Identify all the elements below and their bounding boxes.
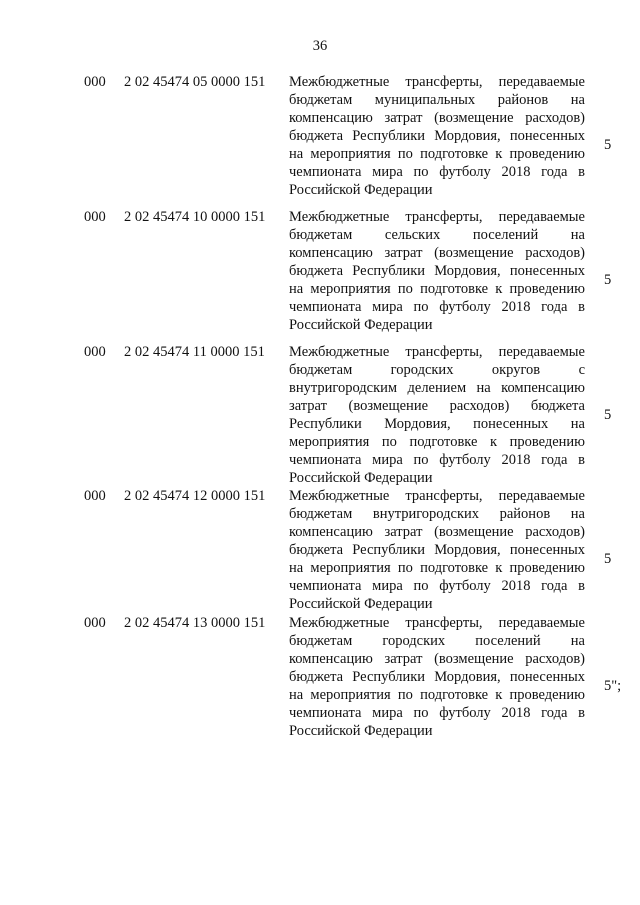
description-word: мероприятия [310, 281, 391, 297]
description-line [289, 487, 585, 505]
description-line [289, 343, 585, 361]
description-word: года [541, 299, 568, 315]
description-line [289, 595, 585, 613]
description-word: мира [372, 578, 403, 594]
budget-classification-code: 2 02 45474 11 0000 151 [124, 344, 265, 360]
description-word: по [413, 164, 429, 180]
description-word: мира [372, 705, 403, 721]
description-line [289, 505, 585, 523]
description-word: Российской Федерации [289, 182, 433, 198]
description-word: мира [372, 452, 403, 468]
description-word: поселений [472, 227, 539, 243]
description-word: к [495, 146, 503, 162]
description-word: поселений [475, 633, 541, 649]
admin-code: 000 [84, 488, 106, 504]
description-word: Мордовия, [434, 128, 501, 144]
description-word: сельских [384, 227, 441, 243]
description-word: (возмещение [434, 245, 514, 261]
description-word: затрат [384, 245, 423, 261]
amount-value: 5 [604, 551, 612, 567]
description-word: бюджетам [289, 506, 353, 522]
description-word: понесенных [509, 669, 585, 685]
description-word: Российской Федерации [289, 596, 433, 612]
description-word: (возмещение [434, 524, 514, 540]
admin-code: 000 [84, 209, 106, 225]
description-word: Республики [352, 263, 426, 279]
amount-value: 5 [604, 137, 612, 153]
description-word: футболу [439, 164, 491, 180]
description-word: на [570, 92, 585, 108]
description-word: понесенных [509, 542, 585, 558]
description-line [289, 91, 585, 109]
description-line [289, 208, 585, 226]
description-word: к [495, 281, 503, 297]
description-word: компенсацию [501, 380, 585, 396]
description-word: мероприятия [310, 560, 391, 576]
admin-code: 000 [84, 74, 106, 90]
description-word: Мордовия, [434, 669, 501, 685]
description-line [289, 541, 585, 559]
description-line [289, 280, 585, 298]
description-word: мероприятия [289, 434, 370, 450]
description-line [289, 668, 585, 686]
description-word: трансферты, [405, 344, 483, 360]
description-word: по [397, 281, 413, 297]
description-word: бюджетам [289, 92, 353, 108]
description-word: проведению [509, 687, 585, 703]
description-word: делением [407, 380, 467, 396]
description-word: по [413, 705, 429, 721]
description-word: (возмещение [434, 651, 514, 667]
transfer-description [289, 343, 585, 487]
description-word: к [495, 560, 503, 576]
description-word: бюджета [530, 398, 585, 414]
budget-classification-code: 2 02 45474 05 0000 151 [124, 74, 266, 90]
description-word: на [289, 146, 304, 162]
description-word: внутригородских [372, 506, 480, 522]
description-word: трансферты, [405, 74, 483, 90]
description-word: передаваемые [498, 209, 585, 225]
transfer-description [289, 208, 585, 334]
description-line [289, 433, 585, 451]
budget-classification-code: 2 02 45474 10 0000 151 [124, 209, 266, 225]
description-line [289, 316, 585, 334]
description-word: расходов) [525, 110, 585, 126]
description-word: бюджета [289, 263, 344, 279]
description-word: Мордовия, [434, 263, 501, 279]
description-word: затрат [384, 524, 423, 540]
admin-code: 000 [84, 615, 106, 631]
description-word: трансферты, [405, 209, 483, 225]
description-word: чемпионата [289, 452, 362, 468]
description-line [289, 244, 585, 262]
description-line [289, 109, 585, 127]
description-word: по [413, 299, 429, 315]
amount-value: 5 [604, 407, 612, 423]
admin-code: 000 [84, 344, 106, 360]
budget-classification-code: 2 02 45474 12 0000 151 [124, 488, 266, 504]
description-word: (возмещение [434, 110, 514, 126]
description-word: проведению [509, 560, 585, 576]
description-line [289, 226, 585, 244]
description-line [289, 559, 585, 577]
description-word: городских [382, 633, 446, 649]
description-word: по [397, 687, 413, 703]
description-word: к [489, 434, 498, 450]
description-line [289, 650, 585, 668]
description-line [289, 523, 585, 541]
description-word: в [578, 164, 585, 180]
description-word: Российской Федерации [289, 723, 433, 739]
description-word: районов [497, 92, 549, 108]
description-word: затрат [289, 398, 327, 414]
description-word: 2018 [501, 452, 531, 468]
description-word: в [578, 705, 585, 721]
description-line [289, 686, 585, 704]
description-word: мероприятия [310, 687, 391, 703]
description-word: по [397, 560, 413, 576]
description-word: передаваемые [498, 74, 585, 90]
description-line [289, 361, 585, 379]
page-number: 36 [312, 38, 328, 54]
description-word: 2018 [501, 164, 531, 180]
transfer-description [289, 487, 585, 613]
description-line [289, 469, 585, 487]
description-word: в [578, 578, 585, 594]
description-line [289, 415, 585, 433]
description-word: мероприятия [310, 146, 391, 162]
description-word: бюджетам [289, 633, 353, 649]
description-word: футболу [439, 705, 491, 721]
description-word: понесенных [473, 416, 549, 432]
description-word: затрат [384, 110, 423, 126]
description-word: Республики [352, 128, 426, 144]
description-word: на [570, 633, 585, 649]
description-word: по [413, 578, 429, 594]
description-word: Российской Федерации [289, 317, 433, 333]
description-word: года [541, 452, 568, 468]
description-word: трансферты, [405, 488, 483, 504]
description-word: футболу [439, 578, 491, 594]
description-word: Республики [289, 416, 362, 432]
description-word: на [476, 380, 491, 396]
description-word: Межбюджетные [289, 615, 390, 631]
description-word: внутригородским [289, 380, 398, 396]
description-word: трансферты, [405, 615, 483, 631]
description-line [289, 145, 585, 163]
description-word: Межбюджетные [289, 209, 390, 225]
description-word: Межбюджетные [289, 488, 390, 504]
description-word: расходов) [525, 524, 585, 540]
description-word: подготовке [420, 687, 489, 703]
description-word: бюджетам [289, 227, 353, 243]
description-word: компенсацию [289, 651, 373, 667]
description-word: компенсацию [289, 524, 373, 540]
description-line [289, 163, 585, 181]
description-word: подготовке [420, 560, 489, 576]
description-word: проведению [509, 434, 585, 450]
description-line [289, 379, 585, 397]
description-word: округов [491, 362, 541, 378]
description-word: Республики [352, 542, 426, 558]
description-word: Республики [352, 669, 426, 685]
description-word: в [578, 299, 585, 315]
description-word: бюджетам [289, 362, 353, 378]
description-word: Мордовия, [434, 542, 501, 558]
description-word: на [570, 416, 585, 432]
description-word: Межбюджетные [289, 344, 390, 360]
description-word: районов [499, 506, 551, 522]
description-word: по [413, 452, 429, 468]
description-word: бюджета [289, 128, 344, 144]
amount-value: 5"; [604, 678, 622, 694]
description-word: муниципальных [374, 92, 476, 108]
description-word: компенсацию [289, 245, 373, 261]
description-word: расходов) [525, 651, 585, 667]
transfer-description [289, 614, 585, 740]
description-word: подготовке [409, 434, 478, 450]
description-word: по [381, 434, 397, 450]
description-word: года [541, 164, 568, 180]
description-word: чемпионата [289, 705, 362, 721]
description-word: понесенных [509, 263, 585, 279]
description-word: городских [390, 362, 454, 378]
description-line [289, 73, 585, 91]
description-line [289, 704, 585, 722]
description-word: футболу [439, 299, 491, 315]
description-word: проведению [509, 146, 585, 162]
description-word: мира [372, 299, 403, 315]
description-line [289, 614, 585, 632]
description-word: чемпионата [289, 578, 362, 594]
budget-classification-code: 2 02 45474 13 0000 151 [124, 615, 266, 631]
description-word: чемпионата [289, 299, 362, 315]
description-line [289, 722, 585, 740]
description-word: года [541, 578, 568, 594]
description-word: Мордовия, [384, 416, 451, 432]
transfer-description [289, 73, 585, 199]
description-word: по [397, 146, 413, 162]
description-word: затрат [384, 651, 423, 667]
description-word: расходов) [525, 245, 585, 261]
description-word: проведению [509, 281, 585, 297]
description-word: на [570, 506, 585, 522]
description-line [289, 181, 585, 199]
description-line [289, 451, 585, 469]
description-word: чемпионата [289, 164, 362, 180]
description-word: 2018 [501, 705, 531, 721]
description-line [289, 397, 585, 415]
description-word: 2018 [501, 299, 531, 315]
description-word: бюджета [289, 542, 344, 558]
description-word: с [578, 362, 585, 378]
description-line [289, 262, 585, 280]
description-word: 2018 [501, 578, 531, 594]
description-line [289, 577, 585, 595]
description-word: расходов) [449, 398, 510, 414]
description-word: понесенных [509, 128, 585, 144]
amount-value: 5 [604, 272, 612, 288]
description-word: на [289, 281, 304, 297]
description-word: Межбюджетные [289, 74, 390, 90]
description-word: подготовке [420, 281, 489, 297]
description-word: бюджета [289, 669, 344, 685]
description-word: футболу [439, 452, 491, 468]
description-word: года [541, 705, 568, 721]
description-word: на [289, 560, 304, 576]
description-line [289, 298, 585, 316]
description-word: передаваемые [498, 615, 585, 631]
description-word: на [570, 227, 585, 243]
description-word: мира [372, 164, 403, 180]
description-word: Российской Федерации [289, 470, 433, 486]
description-word: к [495, 687, 503, 703]
description-line [289, 127, 585, 145]
description-word: в [578, 452, 585, 468]
description-word: передаваемые [498, 488, 585, 504]
description-word: на [289, 687, 304, 703]
description-word: (возмещение [348, 398, 429, 414]
description-line [289, 632, 585, 650]
description-word: передаваемые [498, 344, 585, 360]
description-word: компенсацию [289, 110, 373, 126]
description-word: подготовке [420, 146, 489, 162]
